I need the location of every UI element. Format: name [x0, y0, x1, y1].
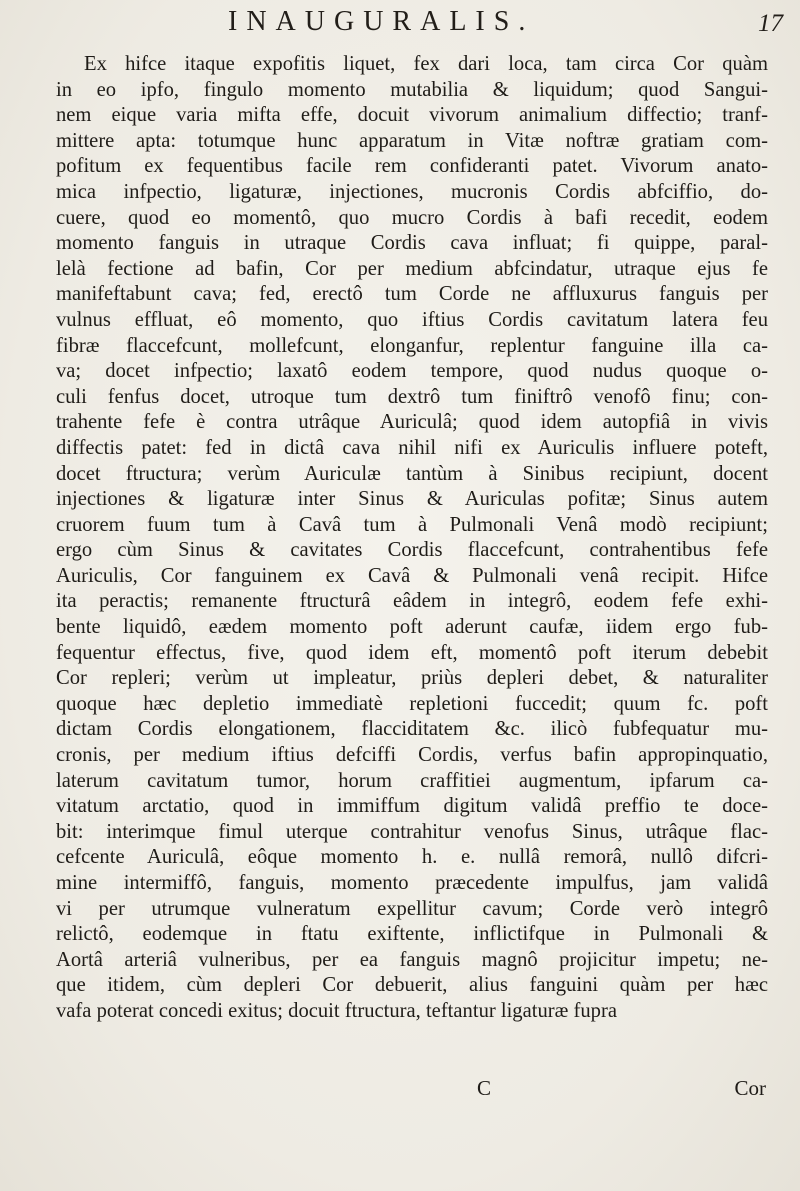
running-title: INAUGURALIS. [228, 6, 535, 37]
text-line: ita peractis; remanente ftructurâ eâdem in integrô, eodem fefe exhi- [56, 590, 768, 613]
text-line: Auriculis, Cor fanguinem ex Cavâ & Pulmonali venâ recipit. Hifce [56, 564, 768, 587]
text-line: laterum cavitatum tumor, horum craffitiei augmentum, ipfarum ca- [56, 769, 768, 792]
signature-mark: C [477, 1076, 492, 1100]
text-line: mica infpectio, ligaturæ, injectiones, mucronis Cordis abfciffio, do- [56, 180, 768, 203]
text-line: cruorem fuum tum à Cavâ tum à Pulmonali Venâ modò recipiunt; [56, 513, 768, 536]
text-line: fibræ flaccefcunt, mollefcunt, elonganfur, replentur fanguine illa ca- [56, 334, 768, 357]
text-line: vafa poterat concedi exitus; docuit ftructura, teftantur ligaturæ fupra [56, 999, 617, 1022]
text-line: trahente fefe è contra utrâque Auriculâ; quod idem autopfiâ in vivis [56, 411, 768, 434]
text-line: vitatum arctatio, quod in immiffum digitum validâ preffio te doce- [56, 795, 768, 818]
text-line: culi fenfus docet, utroque tum dextrô tum finiftrô venofô finu; con- [56, 385, 768, 408]
text-line: dictam Cordis elongationem, flacciditatem &c. ilicò fubfequatur mu- [56, 718, 768, 741]
text-line: Ex hifce itaque expofitis liquet, fex dari loca, tam circa Cor quàm [84, 53, 768, 75]
text-line: mine intermiffô, fanguis, momento præcedente impulfus, jam validâ [56, 872, 768, 894]
text-line: bente liquidô, eædem momento poft aderunt caufæ, iidem ergo fub- [56, 616, 768, 639]
text-line: mittere apta: totumque hunc apparatum in Vitæ noftræ gratiam com- [56, 129, 768, 152]
text-line: relictô, eodemque in ftatu exiftente, inflictifque in Pulmonali & [56, 923, 768, 946]
text-line: ergo cùm Sinus & cavitates Cordis flaccefcunt, contrahentibus fefe [56, 539, 768, 562]
text-line: fequentur effectus, five, quod idem eft, momentô poft iterum debebit [56, 641, 768, 664]
text-line: Aortâ arteriâ vulneribus, per ea fanguis magnô projicitur impetu; ne- [56, 948, 768, 971]
page-number: 17 [758, 10, 783, 37]
text-line: docet ftructura; verùm Auriculæ tantùm à Sinibus recipiunt, docent [56, 462, 768, 485]
text-line: diffectis patet: fed in dictâ cava nihil nifi ex Auriculis influere poteft, [56, 436, 768, 459]
text-line: manifeftabunt cava; fed, erectô tum Corde ne affluxurus fanguis per [56, 283, 768, 306]
text-line: Cor repleri; verùm ut impleatur, priùs depleri debet, & naturaliter [56, 667, 768, 690]
text-line: bit: interimque fimul uterque contrahitur venofus Sinus, utrâque flac- [56, 820, 768, 843]
text-line: lelà fectione ad bafin, Cor per medium abfcindatur, utraque ejus fe [56, 257, 768, 280]
text-line: quoque hæc depletio immediatè repletioni fuccedit; quum fc. poft [56, 692, 768, 715]
text-line: momento fanguis in utraque Cordis cava influat; fi quippe, paral- [56, 232, 768, 255]
text-line: va; docet infpectio; laxatô eodem tempore, quod nudus quoque o- [56, 360, 768, 383]
text-line: cuere, quod eo momentô, quo mucro Cordis à bafi recedit, eodem [56, 206, 768, 229]
text-line: injectiones & ligaturæ inter Sinus & Auriculas pofitæ; Sinus autem [56, 488, 768, 511]
text-line: in eo ipfo, fingulo momento mutabilia & liquidum; quod Sangui- [56, 78, 768, 101]
text-line: nem eique varia mifta effe, docuit vivorum animalium diffectio; tranf- [56, 104, 768, 127]
text-line: vulnus effluat, eô momento, quo iftius Cordis cavitatum latera feu [56, 308, 768, 331]
catchword: Cor [734, 1076, 766, 1100]
text-line: pofitum ex fequentibus facile rem confideranti patet. Vivorum anato- [56, 155, 768, 178]
footer-line [56, 1074, 768, 1102]
text-line: cronis, per medium iftius defciffi Cordis, verfus bafin appropinquatio, [56, 744, 768, 767]
body-text [56, 52, 768, 1025]
text-line: que itidem, cùm depleri Cor debuerit, alius fanguini quàm per hæc [56, 974, 768, 997]
text-line: cefcente Auriculâ, eôque momento h. e. nullâ remorâ, nullô difcri- [56, 846, 768, 869]
text-line: vi per utrumque vulneratum expellitur cavum; Corde verò integrô [56, 897, 768, 920]
